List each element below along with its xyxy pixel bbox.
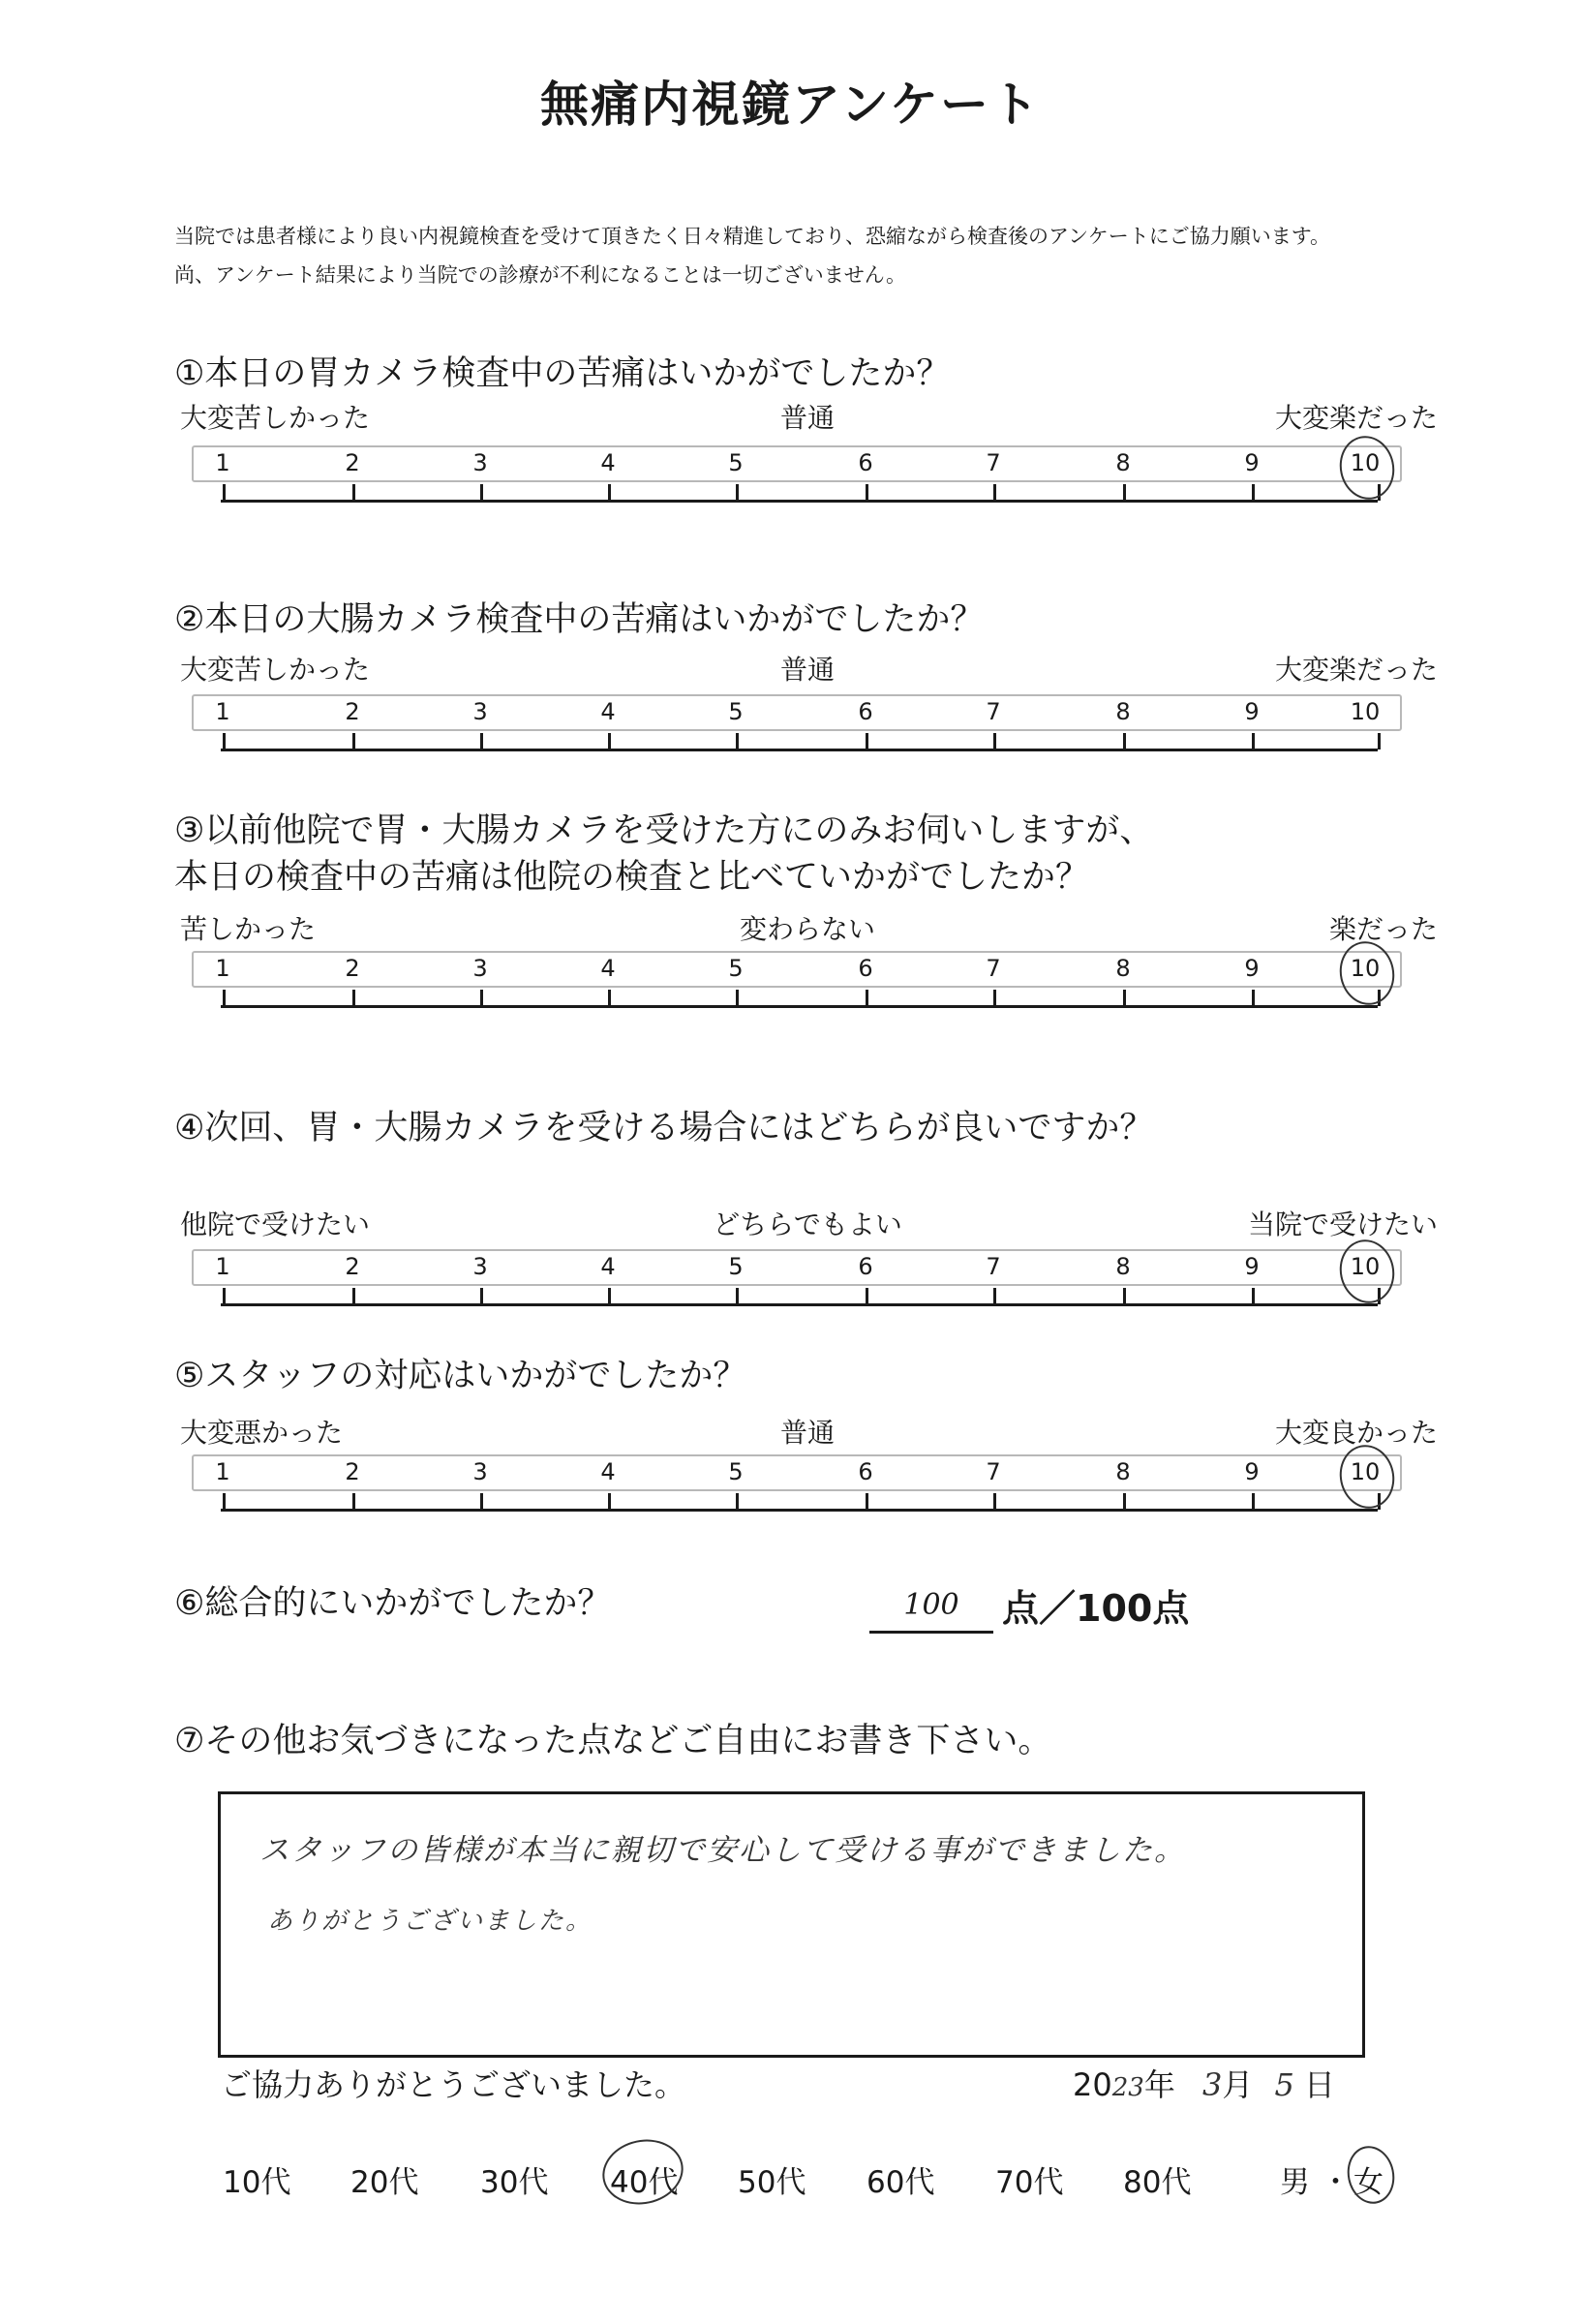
scale-tick bbox=[866, 484, 868, 501]
scale-tick bbox=[1252, 1493, 1255, 1510]
scale-option-9[interactable]: 9 bbox=[1244, 449, 1260, 476]
scale-tick bbox=[1378, 733, 1381, 749]
scale-option-3[interactable]: 3 bbox=[472, 1458, 488, 1485]
scale-tick bbox=[352, 484, 355, 501]
scale-tick bbox=[736, 1288, 739, 1304]
scale-option-8[interactable]: 8 bbox=[1115, 449, 1131, 476]
q4-rating-scale[interactable] bbox=[192, 1249, 1402, 1315]
scale-tick bbox=[223, 1493, 226, 1510]
q3-title: ③以前他院で胃・大腸カメラを受けた方にのみお伺いしますが、 bbox=[174, 811, 1154, 850]
q1-rating-scale[interactable] bbox=[192, 445, 1402, 511]
scale-tick bbox=[480, 1288, 483, 1304]
date-month: 3 bbox=[1202, 2066, 1223, 2103]
comment-line-1: スタッフの皆様が本当に親切で安心して受ける事ができました。 bbox=[259, 1833, 1186, 1868]
q4-label-right: 当院で受けたい bbox=[1247, 1208, 1438, 1240]
date-day: 5 bbox=[1274, 2066, 1294, 2103]
scale-option-7[interactable]: 7 bbox=[986, 955, 1001, 982]
scale-option-4[interactable]: 4 bbox=[600, 1458, 616, 1485]
scale-tick bbox=[608, 484, 611, 501]
scale-option-2[interactable]: 2 bbox=[345, 1253, 360, 1280]
scale-tick bbox=[352, 1493, 355, 1510]
gender-separator: ・ bbox=[1321, 2165, 1351, 2200]
scale-option-5[interactable]: 5 bbox=[728, 955, 744, 982]
date-field[interactable] bbox=[1073, 2061, 1335, 2105]
q5-label-left: 大変悪かった bbox=[180, 1417, 344, 1449]
scale-option-7[interactable]: 7 bbox=[986, 698, 1001, 725]
scale-option-6[interactable]: 6 bbox=[858, 449, 873, 476]
age-option-30代[interactable]: 30代 bbox=[480, 2165, 549, 2200]
age-option-50代[interactable]: 50代 bbox=[738, 2165, 806, 2200]
q5-label-center: 普通 bbox=[779, 1417, 835, 1449]
scale-option-3[interactable]: 3 bbox=[472, 449, 488, 476]
q4-title: ④次回、胃・大腸カメラを受ける場合にはどちらが良いですか？ bbox=[174, 1109, 1154, 1147]
scale-option-9[interactable]: 9 bbox=[1244, 698, 1260, 725]
age-option-80代[interactable]: 80代 bbox=[1123, 2165, 1192, 2200]
scale-option-10[interactable]: 10 bbox=[1350, 698, 1381, 725]
scale-option-1[interactable]: 1 bbox=[215, 1458, 230, 1485]
q3-label-right: 楽だった bbox=[1328, 913, 1438, 945]
scale-tick bbox=[608, 1493, 611, 1510]
scale-tick bbox=[223, 1288, 226, 1304]
age-option-70代[interactable]: 70代 bbox=[995, 2165, 1064, 2200]
q7-title: ⑦その他お気づきになった点などご自由にお書き下さい。 bbox=[174, 1722, 1052, 1760]
score-suffix: 点／100点 bbox=[1002, 1587, 1190, 1630]
page-title: 無痛内視鏡アンケート bbox=[540, 76, 1041, 133]
scale-baseline bbox=[221, 500, 1378, 503]
scale-tick bbox=[736, 484, 739, 501]
q5-title: ⑤スタッフの対応はいかがでしたか？ bbox=[174, 1357, 747, 1395]
scale-option-1[interactable]: 1 bbox=[215, 698, 230, 725]
scale-tick bbox=[993, 1288, 996, 1304]
scale-tick bbox=[480, 484, 483, 501]
scale-option-3[interactable]: 3 bbox=[472, 955, 488, 982]
age-option-60代[interactable]: 60代 bbox=[867, 2165, 935, 2200]
scale-tick bbox=[352, 1288, 355, 1304]
q3-rating-scale[interactable] bbox=[192, 951, 1402, 1017]
scale-option-6[interactable]: 6 bbox=[858, 955, 873, 982]
scale-option-4[interactable]: 4 bbox=[600, 955, 616, 982]
scale-tick bbox=[1123, 1493, 1126, 1510]
total-score-value: 100 bbox=[903, 1588, 959, 1622]
scale-tick bbox=[223, 484, 226, 501]
scale-option-8[interactable]: 8 bbox=[1115, 955, 1131, 982]
scale-tick bbox=[993, 990, 996, 1006]
scale-tick bbox=[608, 733, 611, 749]
q1-label-left: 大変苦しかった bbox=[180, 402, 371, 434]
scale-tick bbox=[1123, 1288, 1126, 1304]
scale-tick bbox=[866, 990, 868, 1006]
scale-option-5[interactable]: 5 bbox=[728, 1253, 744, 1280]
scale-option-3[interactable]: 3 bbox=[472, 698, 488, 725]
scale-tick bbox=[223, 990, 226, 1006]
date-month-label: 月 bbox=[1222, 2066, 1254, 2103]
gender-option-female[interactable]: 女 bbox=[1353, 2165, 1383, 2200]
selection-circle bbox=[1334, 431, 1400, 505]
age-option-20代[interactable]: 20代 bbox=[350, 2165, 419, 2200]
scale-tick bbox=[1123, 990, 1126, 1006]
scale-option-5[interactable]: 5 bbox=[728, 449, 744, 476]
q2-label-center: 普通 bbox=[779, 654, 835, 686]
selection-circle bbox=[1334, 1440, 1400, 1514]
intro-line-1: 当院では患者様により良い内視鏡検査を受けて頂きたく日々精進しており、恐縮ながら検査後のアンケートにご協力願います。 bbox=[174, 225, 1331, 248]
scale-tick bbox=[1123, 733, 1126, 749]
gender-option-male[interactable]: 男 bbox=[1280, 2165, 1310, 2200]
scale-option-4[interactable]: 4 bbox=[600, 698, 616, 725]
scale-option-10[interactable]: 10 bbox=[1350, 1458, 1381, 1485]
scale-option-4[interactable]: 4 bbox=[600, 449, 616, 476]
scale-option-9[interactable]: 9 bbox=[1244, 1458, 1260, 1485]
scale-option-1[interactable]: 1 bbox=[215, 955, 230, 982]
scale-option-6[interactable]: 6 bbox=[858, 1458, 873, 1485]
date-year-prefix: 20 bbox=[1073, 2066, 1112, 2103]
selection-circle bbox=[1334, 1235, 1400, 1308]
q5-rating-scale[interactable] bbox=[192, 1454, 1402, 1520]
scale-option-8[interactable]: 8 bbox=[1115, 698, 1131, 725]
scale-baseline bbox=[221, 1303, 1378, 1306]
scale-tick bbox=[866, 733, 868, 749]
scale-option-5[interactable]: 5 bbox=[728, 1458, 744, 1485]
q6-title: ⑥総合的にいかがでしたか？ bbox=[174, 1584, 612, 1623]
scale-tick bbox=[480, 990, 483, 1006]
comment-box[interactable] bbox=[218, 1791, 1365, 2058]
q4-label-center: どちらでもよい bbox=[713, 1208, 902, 1240]
scale-option-4[interactable]: 4 bbox=[600, 1253, 616, 1280]
q4-label-left: 他院で受けたい bbox=[180, 1208, 371, 1240]
scale-option-1[interactable]: 1 bbox=[215, 1253, 230, 1280]
scale-tick bbox=[608, 1288, 611, 1304]
scale-baseline bbox=[221, 749, 1378, 751]
total-score-field[interactable] bbox=[869, 1588, 993, 1634]
scale-tick bbox=[352, 990, 355, 1006]
scale-option-8[interactable]: 8 bbox=[1115, 1458, 1131, 1485]
q1-title: ①本日の胃カメラ検査中の苦痛はいかがでしたか？ bbox=[174, 354, 951, 393]
scale-tick bbox=[480, 1493, 483, 1510]
date-day-label: 日 bbox=[1303, 2066, 1335, 2103]
scale-tick bbox=[866, 1493, 868, 1510]
scale-option-6[interactable]: 6 bbox=[858, 1253, 873, 1280]
date-year-label: 年 bbox=[1143, 2066, 1175, 2103]
q2-rating-scale[interactable] bbox=[192, 694, 1402, 760]
q2-label-left: 大変苦しかった bbox=[180, 654, 371, 686]
scale-option-2[interactable]: 2 bbox=[345, 955, 360, 982]
gender-selection-circle bbox=[1342, 2142, 1399, 2209]
age-option-40代[interactable]: 40代 bbox=[610, 2165, 679, 2200]
scale-option-3[interactable]: 3 bbox=[472, 1253, 488, 1280]
age-option-10代[interactable]: 10代 bbox=[223, 2165, 291, 2200]
scale-tick bbox=[1252, 990, 1255, 1006]
q2-label-right: 大変楽だった bbox=[1274, 654, 1438, 686]
scale-option-6[interactable]: 6 bbox=[858, 698, 873, 725]
scale-tick bbox=[1252, 733, 1255, 749]
scale-tick bbox=[1123, 484, 1126, 501]
scale-tick bbox=[993, 733, 996, 749]
scale-option-10[interactable]: 10 bbox=[1350, 449, 1381, 476]
q1-label-center: 普通 bbox=[779, 402, 835, 434]
q1-label-right: 大変楽だった bbox=[1274, 402, 1438, 434]
scale-option-7[interactable]: 7 bbox=[986, 449, 1001, 476]
scale-tick bbox=[1252, 1288, 1255, 1304]
scale-option-9[interactable]: 9 bbox=[1244, 1253, 1260, 1280]
scale-tick bbox=[480, 733, 483, 749]
intro-line-2: 尚、アンケート結果により当院での診療が不利になることは一切ございません。 bbox=[174, 263, 906, 287]
scale-option-2[interactable]: 2 bbox=[345, 698, 360, 725]
scale-tick bbox=[993, 484, 996, 501]
scale-option-5[interactable]: 5 bbox=[728, 698, 744, 725]
date-year: 23 bbox=[1111, 2073, 1144, 2102]
q3-label-center: 変わらない bbox=[739, 913, 875, 945]
scale-option-7[interactable]: 7 bbox=[986, 1458, 1001, 1485]
scale-tick bbox=[352, 733, 355, 749]
scale-tick bbox=[993, 1493, 996, 1510]
scale-tick bbox=[736, 1493, 739, 1510]
scale-tick bbox=[223, 733, 226, 749]
q3-title-line-2: 本日の検査中の苦痛は他院の検査と比べていかがでしたか？ bbox=[174, 858, 1090, 897]
selection-circle bbox=[1334, 936, 1400, 1010]
scale-option-9[interactable]: 9 bbox=[1244, 955, 1260, 982]
scale-tick bbox=[866, 1288, 868, 1304]
comment-line-2: ありがとうございました。 bbox=[267, 1907, 593, 1936]
thanks-message: ご協力ありがとうございました。 bbox=[221, 2066, 686, 2103]
q2-title: ②本日の大腸カメラ検査中の苦痛はいかがでしたか？ bbox=[174, 600, 985, 639]
scale-option-2[interactable]: 2 bbox=[345, 1458, 360, 1485]
scale-tick bbox=[1252, 484, 1255, 501]
scale-option-7[interactable]: 7 bbox=[986, 1253, 1001, 1280]
scale-tick bbox=[736, 733, 739, 749]
scale-tick bbox=[736, 990, 739, 1006]
scale-tick bbox=[608, 990, 611, 1006]
scale-option-1[interactable]: 1 bbox=[215, 449, 230, 476]
scale-baseline bbox=[221, 1509, 1378, 1512]
q5-label-right: 大変良かった bbox=[1274, 1417, 1438, 1449]
q3-label-left: 苦しかった bbox=[180, 913, 317, 945]
scale-option-2[interactable]: 2 bbox=[345, 449, 360, 476]
scale-baseline bbox=[221, 1005, 1378, 1008]
scale-option-8[interactable]: 8 bbox=[1115, 1253, 1131, 1280]
scale-option-10[interactable]: 10 bbox=[1350, 955, 1381, 982]
scale-option-10[interactable]: 10 bbox=[1350, 1253, 1381, 1280]
